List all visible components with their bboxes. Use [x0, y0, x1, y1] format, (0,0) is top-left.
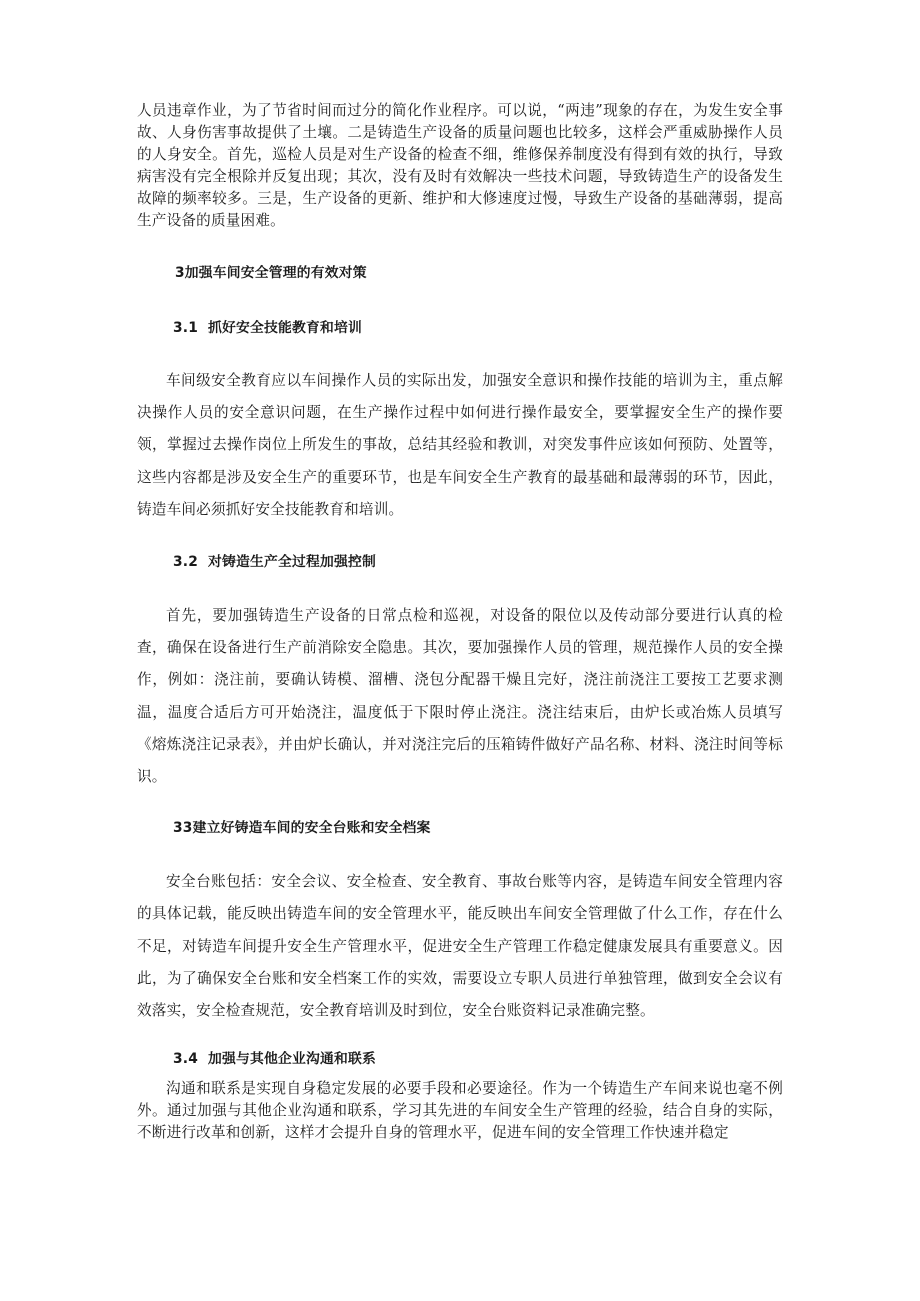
section-3-4-number: 3.4 [173, 1051, 199, 1068]
section-3-2-number: 3.2 [173, 554, 199, 571]
section-3-1-title: 抓好安全技能教育和培训 [208, 320, 363, 336]
section-3-4-title: 加强与其他企业沟通和联系 [208, 1051, 377, 1068]
section-3-4-body: 沟通和联系是实现自身稳定发展的必要手段和必要途径。作为一个铸造生产车间来说也毫不例外。通过加强与其他企业沟通和联系，学习其先进的车间安全生产管理的经验，结合自身的实际，不断进行改革和创新，这样才会提升自身的管理水平，促进车间的安全管理工作快速并稳定 [137, 1080, 783, 1142]
section-3-1-number: 3.1 [173, 320, 199, 336]
section-3-3-title: 建立好铸造车间的安全台账和安全档案 [192, 820, 431, 837]
document-page [137, 100, 783, 1144]
section-3-heading: 3加强车间安全管理的有效对策 [175, 265, 367, 281]
section-3-2-heading [173, 552, 783, 572]
intro-paragraph: 人员违章作业，为了节省时间而过分的简化作业程序。可以说，“两违”现象的存在，为发生安全事故、人身伤害事故提供了土壤。二是铸造生产设备的质量问题也比较多，这样会严重威胁操作人员的人身安全。首先，巡检人员是对生产设备的检查不细，维修保养制度没有得到有效的执行，导致病害没有完全根除并反复出现；其次，没有及时有效解决一些技术问题，导致铸造生产的设备发生故障的频率较多。三是，生产设备的更新、维护和大修速度过慢，导致生产设备的基础薄弱，提高生产设备的质量困难。 [137, 102, 783, 229]
section-3-1-heading [173, 318, 783, 338]
section-3-3-body: 安全台账包括：安全会议、安全检查、安全教育、事故台账等内容，是铸造车间安全管理内容的具体记载，能反映出铸造车间的安全管理水平，能反映出车间安全管理做了什么工作，存在什么不足，对铸造车间提升安全生产管理水平，促进安全生产管理工作稳定健康发展具有重要意义。因此，为了确保安全台账和安全档案工作的实效，需要设立专职人员进行单独管理，做到安全会议有效落实，安全检查规范，安全教育培训及时到位，安全台账资料记录准确完整。 [137, 873, 783, 1020]
section-3-4-heading [173, 1049, 783, 1069]
section-3-2-title: 对铸造生产全过程加强控制 [208, 554, 377, 571]
section-3-1-body: 车间级安全教育应以车间操作人员的实际出发，加强安全意识和操作技能的培训为主，重点解决操作人员的安全意识问题，在生产操作过程中如何进行操作最安全，要掌握安全生产的操作要领，掌握过去操作岗位上所发生的事故，总结其经验和教训，对突发事件应该如何预防、处置等，这些内容都是涉及安全生产的重要环节，也是车间安全生产教育的最基础和最薄弱的环节，因此，铸造车间必须抓好安全技能教育和培训。 [137, 372, 783, 518]
section-3-3-heading [173, 818, 783, 838]
section-3-2-body: 首先，要加强铸造生产设备的日常点检和巡视，对设备的限位以及传动部分要进行认真的检查，确保在设备进行生产前消除安全隐患。其次，要加强操作人员的管理，规范操作人员的安全操作，例如：浇注前，要确认铸模、溜槽、浇包分配器干燥且完好，浇注前浇注工要按工艺要求测温，温度合适后方可开始浇注，温度低于下限时停止浇注。浇注结束后，由炉长或冶炼人员填写《熔炼浇注记录表》，并由炉长确认，并对浇注完后的压箱铸件做好产品名称、材料、浇注时间等标识。 [137, 607, 783, 786]
section-3-3-number: 33 [173, 820, 193, 837]
